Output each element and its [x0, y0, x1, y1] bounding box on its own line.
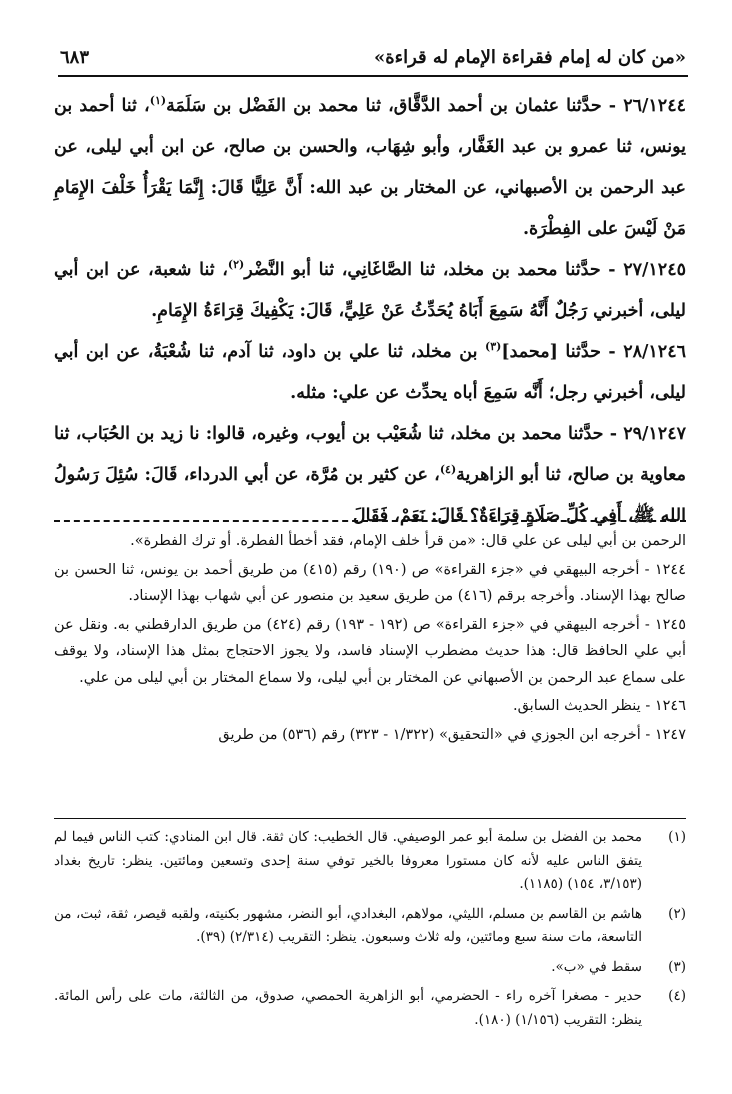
hadith-1247: ٢٩/١٢٤٧ - حدَّثنا محمد بن مخلد، ثنا شُعَيْب بن أيوب، وغيره، قالوا: نا زيد بن الحُبَاب، ثنا معاوية بن صالح، ثنا أبو الزاهرية$^{(٤)}$، عن كثير بن مُرَّة، عن أبي الدرداء، قَالَ: سُئِلَ رَسُولُ الله ﷺ، أَفِي كُلِّ صَلَاةٍ قِرَاءَةٌ؟ قَالَ: نَعَمْ، فَقَالَ [54, 424, 686, 526]
footnote-ref-3: (٣) [484, 340, 502, 354]
footnotes-divider [54, 818, 686, 819]
footnote-2 [54, 903, 686, 950]
footnote-text: هاشم بن القاسم بن مسلم، الليثي، مولاهم، البغدادي، أبو النضر، مشهور بكنيته، ولقبه قيصر، ثقة، ثبت، من التاسعة، مات سنة سبع ومائتين، وله ثلاث وسبعون. ينظر: التقريب (٢/٣١٤) (٣٩). [54, 905, 642, 945]
note-1245: ١٢٤٥ - أخرجه البيهقي في «جزء القراءة» ص (١٩٢ - ١٩٣) رقم (٤٢٤) من طريق الدارقطني به. ونقل عن أبي علي الحافظ قال: هذا حديث مضطرب الإسناد فاسد، ولا يجوز الاحتجاج بمثل هذا الإسناد، ولا يوقف على سماع عبد الرحمن بن الأصبهاني عن المختار بن أبي ليلى، ولا سماع المختار بن أبي ليلى من علي. [54, 616, 686, 686]
notes-divider [54, 520, 686, 522]
page-number: ٦٨٣ [60, 46, 90, 68]
footnote-4 [54, 985, 686, 1032]
footnote-1 [54, 826, 686, 897]
page-header [60, 42, 686, 72]
footnote-number: (٣) [668, 958, 686, 975]
footnote-text: محمد بن الفضل بن سلمة أبو عمر الوصيفي. قال الخطيب: كان ثقة. قال ابن المنادي: كتب الناس فيما لم يتفق الناس عليه لأنه كان مستورا معروفا بالخير توفي سنة إحدى وتسعين ومائتين. ينظر: تاريخ بغداد (٣/١٥٣، ١٥٤) (١١٨٥). [54, 829, 642, 892]
footnote-number: (٢) [668, 905, 686, 922]
running-title: «من كان له إمام فقراءة الإمام له قراءة» [373, 46, 686, 68]
footnote-number: (٤) [668, 988, 686, 1004]
footnotes [54, 826, 686, 1038]
hadith-1245: ٢٧/١٢٤٥ - حدَّثنا محمد بن مخلد، ثنا الصَّاغَانِي، ثنا أبو النَّضْر$^{(٢)}$، ثنا شعبة، عن ابن أبي ليلى، أخبرني رَجُلٌ أَنَّهُ سَمِعَ أَبَاهُ يُحَدِّثُ عَنْ عَلِيٍّ، قَالَ: يَكْفِيكَ قِرَاءَةُ الإِمَامِ. [54, 258, 686, 321]
footnote-ref-2: (٢) [227, 258, 245, 272]
hadith-1246: ٢٨/١٢٤٦ - حدَّثنا [محمد]$^{(٣)}$ بن مخلد، ثنا علي بن داود، ثنا آدم، ثنا شُعْبَةُ، عن ابن أبي ليلى، أخبرني رجل؛ أَنَّه سَمِعَ أباه يحدِّث عن علي: مثله. [54, 340, 686, 403]
main-text [54, 86, 686, 537]
footnote-ref-4: (٤) [439, 463, 457, 477]
footnote-text: حدير - مصغرا آخره راء - الحضرمي، أبو الزاهرية الحمصي، صدوق، من الثالثة، مات على رأس المائة. ينظر: التقريب (١/١٥٦) (١٨٠). [54, 988, 642, 1028]
note-1244: ١٢٤٤ - أخرجه البيهقي في «جزء القراءة» ص (١٩٠) رقم (٤١٥) من طريق أحمد بن يونس، ثنا الحسن بن صالح بهذا الإسناد. وأخرجه برقم (٤١٦) من طريق سعيد بن منصور عن أبي شهاب بهذا الإسناد. [54, 561, 686, 604]
hadith-1244: ٢٦/١٢٤٤ - حدَّثنا عثمان بن أحمد الدَّقَّاق، ثنا محمد بن الفَضْل بن سَلَمَة$^{(١)}$، ثنا أحمد بن يونس، ثنا عمرو بن عبد الغَفَّار، وأبو شِهَاب، والحسن بن صالح، عن ابن أبي ليلى، عن عبد الرحمن بن الأصبهاني، عن المختار بن عبد الله: أَنَّ عَلِيًّا قَالَ: إِنَّمَا يَقْرَأُ خَلْفَ الإِمَامِ مَنْ لَيْسَ على الفِطْرَة. [54, 94, 686, 239]
footnote-number: (١) [668, 829, 686, 845]
note-continuation: الرحمن بن أبي ليلى عن علي قال: «من قرأ خلف الإمام، فقد أخطأ الفطرة. أو ترك الفطرة». [130, 533, 686, 549]
note-1246: ١٢٤٦ - ينظر الحديث السابق. [512, 698, 686, 714]
note-1247: ١٢٤٧ - أخرجه ابن الجوزي في «التحقيق» (١/٣٢٢ - ٣٢٣) رقم (٥٣٦) من طريق [218, 726, 686, 743]
footnote-ref-1: (١) [149, 94, 167, 108]
footnote-text: سقط في «ب». [551, 958, 642, 975]
footnote-3 [54, 956, 686, 980]
takhrij-notes [54, 528, 686, 750]
header-divider [58, 75, 688, 77]
